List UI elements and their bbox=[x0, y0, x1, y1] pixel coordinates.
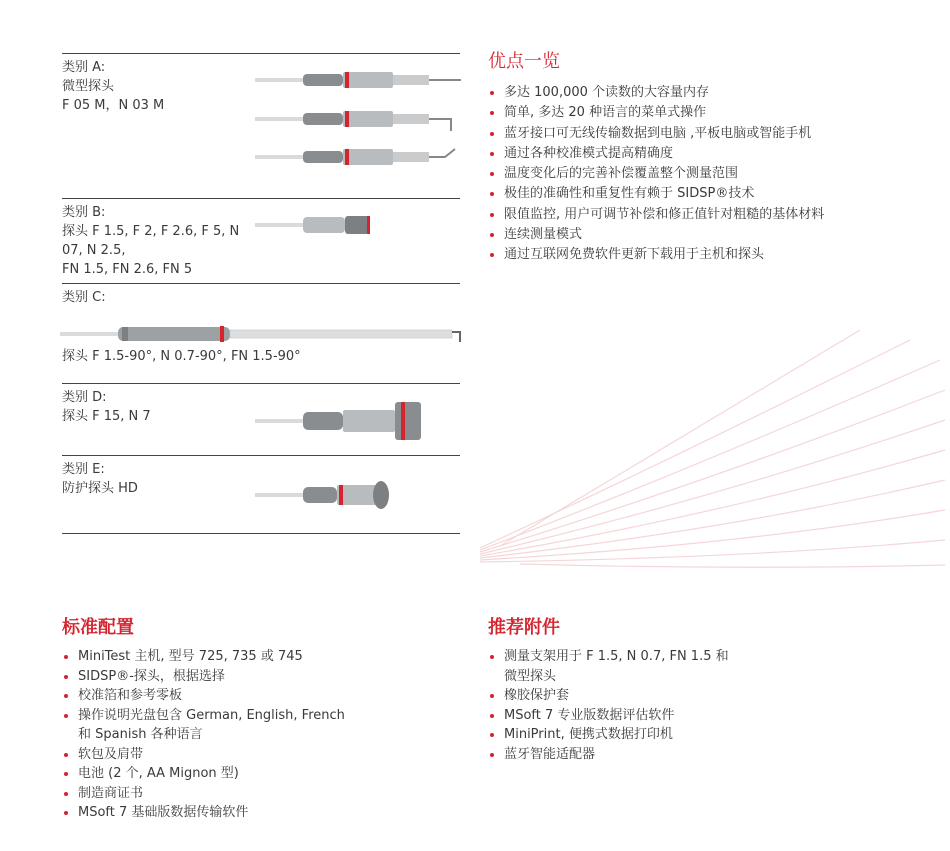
category-label: 类别 D: bbox=[62, 390, 107, 405]
decorative-rays bbox=[440, 330, 950, 580]
list-item: 操作说明光盘包含 German, English, French 和 Spanish 各种语言 bbox=[62, 706, 345, 745]
list-item: 蓝牙接口可无线传输数据到电脑 ,平板电脑或智能手机 bbox=[488, 124, 824, 144]
list-item: 通过互联网免费软件更新下载用于主机和探头 bbox=[488, 245, 824, 265]
probe-e-image bbox=[255, 478, 395, 512]
standard-list bbox=[62, 647, 345, 823]
list-item: 极佳的准确性和重复性有赖于 SIDSP®技术 bbox=[488, 184, 824, 204]
category-desc: 07, N 2.5, bbox=[62, 243, 126, 258]
category-label: 类别 B: bbox=[62, 205, 106, 220]
advantages-title: 优点一览 bbox=[488, 51, 560, 72]
accessories-title: 推荐附件 bbox=[488, 617, 560, 638]
list-item: MSoft 7 专业版数据评估软件 bbox=[488, 706, 729, 726]
probe-d-image bbox=[255, 400, 425, 442]
probe-b-image bbox=[255, 212, 375, 238]
list-item: 软包及肩带 bbox=[62, 745, 345, 765]
probe-c-long-image bbox=[60, 320, 465, 348]
list-item: SIDSP®-探头，根据选择 bbox=[62, 667, 345, 687]
category-label: 类别 E: bbox=[62, 462, 105, 477]
category-desc: FN 1.5, FN 2.6, FN 5 bbox=[62, 262, 193, 277]
category-desc: 探头 F 1.5-90°, N 0.7-90°, FN 1.5-90° bbox=[62, 349, 301, 364]
standard-title: 标准配置 bbox=[62, 617, 134, 638]
list-item: 温度变化后的完善补偿覆盖整个测量范围 bbox=[488, 164, 824, 184]
probe-micro-straight-image bbox=[255, 68, 465, 92]
category-label: 类别 C: bbox=[62, 290, 106, 305]
list-item: 测量支架用于 F 1.5, N 0.7, FN 1.5 和 微型探头 bbox=[488, 647, 729, 686]
list-item: 电池 (2 个, AA Mignon 型) bbox=[62, 764, 345, 784]
category-desc: 探头 F 1.5, F 2, F 2.6, F 5, N bbox=[62, 224, 240, 239]
list-item: 连续测量模式 bbox=[488, 225, 824, 245]
list-item: MSoft 7 基础版数据传输软件 bbox=[62, 803, 345, 823]
list-item: 蓝牙智能适配器 bbox=[488, 745, 729, 765]
accessories-list bbox=[488, 647, 729, 764]
category-desc: F 05 M，N 03 M bbox=[62, 98, 165, 113]
list-item: MiniPrint, 便携式数据打印机 bbox=[488, 725, 729, 745]
list-item: 通过各种校准模式提高精确度 bbox=[488, 144, 824, 164]
list-item: 多达 100,000 个读数的大容量内存 bbox=[488, 83, 824, 103]
divider bbox=[62, 533, 460, 534]
list-item: 橡胶保护套 bbox=[488, 686, 729, 706]
category-b bbox=[62, 198, 460, 283]
list-item: 校准箔和参考零板 bbox=[62, 686, 345, 706]
category-desc: 探头 F 15, N 7 bbox=[62, 409, 151, 424]
category-label: 类别 A: bbox=[62, 60, 106, 75]
list-item: 限值监控, 用户可调节补偿和修正值针对粗糙的基体材料 bbox=[488, 205, 824, 225]
list-item: MiniTest 主机, 型号 725, 735 或 745 bbox=[62, 647, 345, 667]
list-item: 制造商证书 bbox=[62, 784, 345, 804]
list-item: 简单, 多达 20 种语言的菜单式操作 bbox=[488, 103, 824, 123]
probe-micro-angled-image bbox=[255, 107, 465, 135]
category-desc: 微型探头 bbox=[62, 79, 115, 94]
probe-micro-bent-image bbox=[255, 145, 465, 173]
category-desc: 防护探头 HD bbox=[62, 481, 138, 496]
advantages-list bbox=[488, 83, 824, 266]
